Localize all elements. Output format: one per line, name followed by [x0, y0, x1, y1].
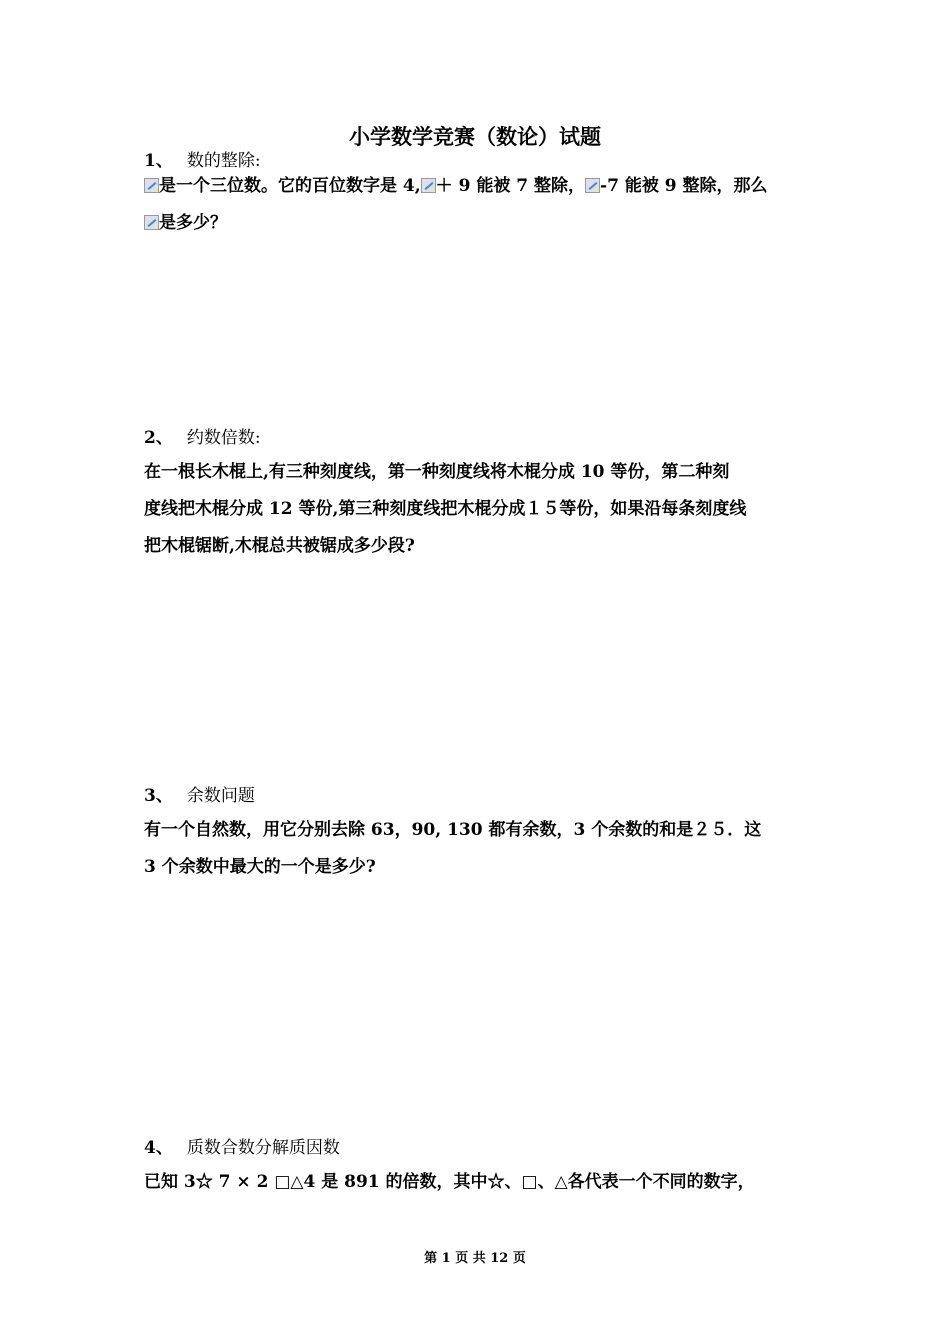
question-line: [144, 168, 809, 205]
broken-image-icon: [144, 215, 159, 230]
question-1: [144, 168, 809, 242]
question-text: 是一个三位数。它的百位数字是 4,: [159, 176, 421, 196]
section-title: 数的整除:: [186, 151, 261, 171]
question-3: [144, 812, 809, 886]
section-number: 2、: [144, 428, 173, 448]
broken-image-icon: [144, 178, 159, 193]
question-line: 度线把木棍分成 12 等份,第三种刻度线把木棍分成１５等份，如果沿每条刻度线: [144, 499, 747, 519]
question-line: 已知 3☆ 7 × 2 □△4 是 891 的倍数，其中☆、□、△各代表一个不同的数字，: [144, 1172, 755, 1192]
question-line: 把木棍锯断,木棍总共被锯成多少段?: [144, 536, 415, 556]
page-footer: 第 1 页 共 12 页: [424, 1251, 526, 1266]
section-title: 余数问题: [186, 786, 255, 806]
question-line: 在一根长木棍上,有三种刻度线，第一种刻度线将木棍分成 10 等份，第二种刻: [144, 462, 730, 482]
document-title: 小学数学竞赛（数论）试题: [349, 124, 601, 149]
section-4-heading: [144, 1135, 340, 1161]
question-text: ＋ 9 能被 7 整除，: [435, 176, 586, 196]
section-number: 1、: [144, 151, 173, 171]
section-number: 4、: [144, 1138, 173, 1158]
question-line: 3 个余数中最大的一个是多少?: [144, 857, 376, 877]
section-3-heading: [144, 783, 255, 809]
section-title: 质数合数分解质因数: [186, 1138, 340, 1158]
question-2: [144, 454, 809, 565]
question-text: 是多少？: [159, 213, 227, 233]
question-4: [144, 1164, 809, 1201]
broken-image-icon: [421, 178, 436, 193]
section-2-heading: [144, 425, 261, 451]
section-title: 约数倍数:: [186, 428, 261, 448]
broken-image-icon: [585, 178, 600, 193]
section-number: 3、: [144, 786, 173, 806]
question-line: [144, 205, 809, 242]
question-text: -7 能被 9 整除，那么: [600, 176, 768, 196]
question-line: 有一个自然数，用它分别去除 63，90, 130 都有余数，3 个余数的和是２５．这: [144, 820, 762, 840]
